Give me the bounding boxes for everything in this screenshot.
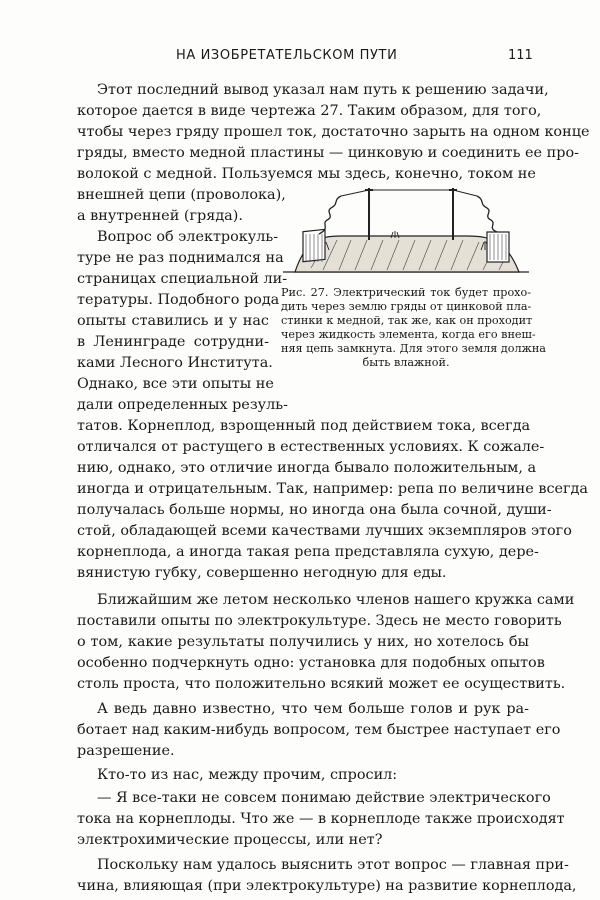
text-line: страницах специальной ли- <box>77 271 288 287</box>
text-line: туре не раз поднимался на <box>77 250 284 266</box>
text-line: опыты ставились и у нас <box>77 313 269 329</box>
text-line: ками Лесного Института. <box>77 355 273 371</box>
page-number: 111 <box>508 48 533 63</box>
text-line: Однако, все эти опыты не <box>77 376 274 392</box>
text-line: поставили опыты по электрокультуре. Здесь не место говорить <box>77 613 562 629</box>
text-line: дали определенных резуль- <box>77 397 288 413</box>
figure-caption-line: быть влажной. <box>362 356 450 369</box>
text-line: Вопрос об электрокуль- <box>97 229 279 245</box>
text-line: корнеплода, а иногда такая репа представляла сухую, дере- <box>77 544 539 560</box>
text-line: Этот последний вывод указал нам путь к решению задачи, <box>97 82 549 98</box>
text-line: вянистую губку, совершенно негодную для еды. <box>77 565 447 581</box>
text-line: Ближайшим же летом несколько членов нашего кружка сами <box>97 592 575 608</box>
text-line: иногда и отрицательным. Так, например: репа по величине всегда <box>77 481 589 497</box>
figure-caption-line: няя цепь замкнута. Для этого земля должна <box>281 342 546 355</box>
text-line: электрохимические процессы, или нет? <box>77 832 383 848</box>
text-line: а внутренней (гряда). <box>77 208 243 224</box>
text-line: волокой с медной. Пользуемся мы здесь, конечно, током не <box>77 166 536 182</box>
text-line: чтобы через гряду прошел ток, достаточно зарыть на одном конце <box>77 124 590 140</box>
running-title: НА ИЗОБРЕТАТЕЛЬСКОМ ПУТИ <box>176 48 398 63</box>
figure-caption-line: стинки к медной, так же, как он проходит <box>281 314 533 327</box>
text-line: о том, какие результаты получились у них, но хотелось бы <box>77 634 529 650</box>
text-line: Кто-то из нас, между прочим, спросил: <box>97 767 398 783</box>
running-header <box>0 48 600 68</box>
text-line: гряды, вместо медной пластины — цинковую и соединить ее про- <box>77 145 579 161</box>
text-line: получалась больше нормы, но иногда она была сочной, души- <box>77 502 552 518</box>
text-line: тературы. Подобного рода <box>77 292 280 308</box>
text-line: татов. Корнеплод, взрощенный под действием тока, всегда <box>77 418 531 434</box>
electroculture-bed-diagram-icon <box>281 180 531 280</box>
text-line: — Я все-таки не совсем понимаю действие электрического <box>97 790 551 806</box>
text-line: ботает над каким-нибудь вопросом, тем быстрее наступает его <box>77 722 561 738</box>
text-line: нию, однако, это отличие иногда бывало положительным, а <box>77 460 537 476</box>
text-line: отличался от растущего в естественных условиях. К сожале- <box>77 439 545 455</box>
text-line: столь проста, что положительно всякий может ее осуществить. <box>77 676 566 692</box>
text-line: которое дается в виде чертежа 27. Таким образом, для того, <box>77 103 542 119</box>
text-line: Поскольку нам удалось выяснить этот вопрос — главная при- <box>97 857 569 873</box>
text-line: разрешение. <box>77 743 175 759</box>
figure-caption-line: Рис. 27. Электрический ток будет прохо- <box>281 286 531 299</box>
text-line: А ведь давно известно, что чем больше голов и рук ра- <box>97 701 529 717</box>
figure-caption-line: дить через землю гряды от цинковой пла- <box>281 300 532 313</box>
text-line: стой, обладающей всеми качествами лучших экземпляров этого <box>77 523 572 539</box>
text-line: чина, влияющая (при электрокультуре) на развитие корнеплода, <box>77 878 577 894</box>
text-line: тока на корнеплоды. Что же — в корнеплоде также происходят <box>77 811 565 827</box>
text-line: в Ленинграде сотрудни- <box>77 334 269 350</box>
figure-caption-line: через жидкость элемента, когда его внеш- <box>281 328 536 341</box>
text-line: особенно подчеркнуть одно: установка для подобных опытов <box>77 655 545 671</box>
text-line: внешней цепи (проволока), <box>77 187 286 203</box>
